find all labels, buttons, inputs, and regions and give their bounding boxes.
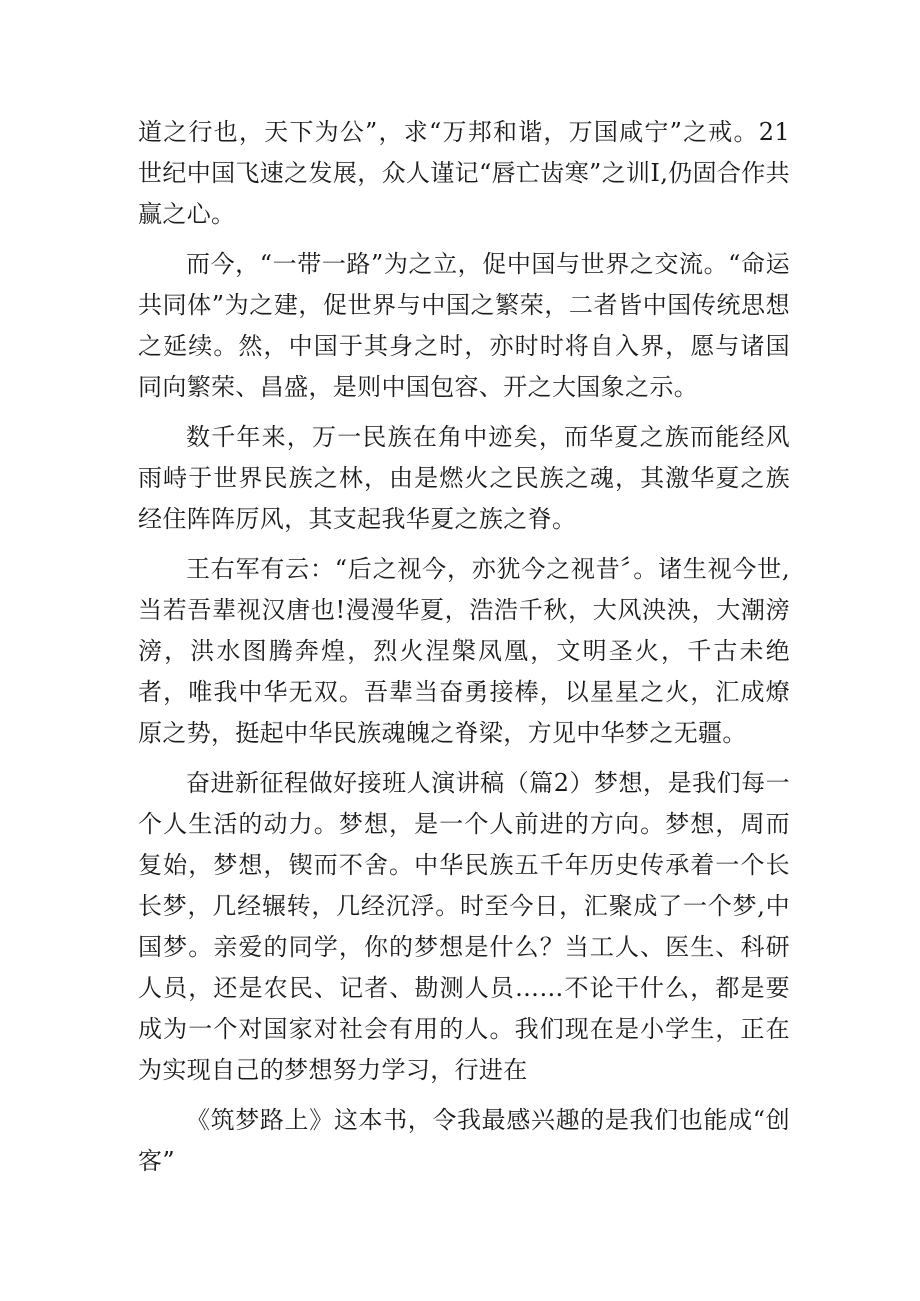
paragraph-6: 《筑梦路上》这本书，令我最感兴趣的是我们也能成“创客” <box>138 1106 790 1175</box>
paragraph-spacer <box>138 1091 790 1100</box>
document-body <box>138 112 790 1182</box>
paragraph-1: 道之行也，天下为公”，求“万邦和谐，万国咸宁”之戒。21世纪中国飞速之发展，众人谨记“唇亡齿寒”之训I,仍固合作共赢之心。 <box>138 118 790 228</box>
paragraph-spacer <box>138 754 790 763</box>
paragraph-spacer <box>138 540 790 549</box>
paragraph-4: 王右军有云：“后之视今，亦犹今之视昔〞。诸生视今世,当若吾辈视汉唐也!漫漫华夏，浩浩千秋，大风泱泱，大潮滂滂，洪水图腾奔煌，烈火涅槃凤凰，文明圣火，千古未绝者，唯我中华无双。吾辈当奋勇接棒，以星星之火，汇成燎原之势，挺起中华民族魂魄之脊梁，方见中华梦之无疆。 <box>138 555 790 747</box>
paragraph-5: 奋进新征程做好接班人演讲稿（篇2）梦想，是我们每一个人生活的动力。梦想，是一个人前进的方向。梦想，周而复始，梦想，锲而不舍。中华民族五千年历史传承着一个长长梦，几经辗转，几经沉浮。时至今日，汇聚成了一个梦,中国梦。亲爱的同学，你的梦想是什么？当工人、医生、科研人员，还是农民、记者、勘测人员……不论干什么，都是要成为一个对国家对社会有用的人。我们现在是小学生，正在为实现自己的梦想努力学习，行进在 <box>138 769 790 1084</box>
paragraph-2: 而今，“一带一路”为之立，促中国与世界之交流。“命运共同体”为之建，促世界与中国之繁荣，二者皆中国传统思想之延续。然，中国于其身之时，亦时时将自入界，愿与诸国同向繁荣、昌盛，是则中国包容、开之大国象之示。 <box>138 250 790 401</box>
paragraph-spacer <box>138 408 790 417</box>
paragraph-spacer <box>138 235 790 244</box>
paragraph-3: 数千年来，万一民族在角中迹矣，而华夏之族而能经风雨峙于世界民族之林，由是燃火之民族之魂，其激华夏之族经住阵阵厉风，其支起我华夏之族之脊。 <box>138 423 790 533</box>
